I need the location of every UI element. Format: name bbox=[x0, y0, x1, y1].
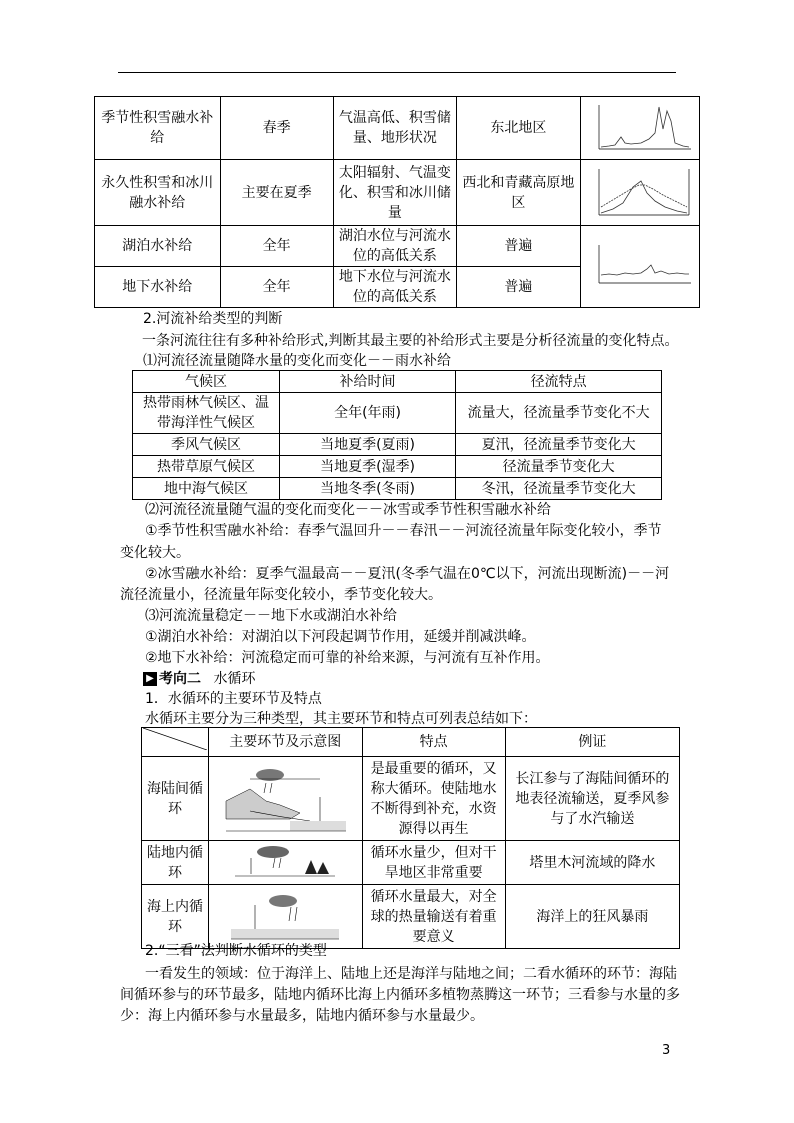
cycle-feature: 循环水量最大，对全球的热量输送有着重要意义 bbox=[362, 885, 505, 949]
play-icon: ▶ bbox=[143, 672, 157, 686]
water-cycle-table bbox=[141, 727, 680, 949]
table-row bbox=[95, 160, 700, 226]
cell: 当地夏季(夏雨) bbox=[279, 434, 455, 456]
sub1: ⑴河流径流量随降水量的变化而变化－－雨水补给 bbox=[143, 353, 451, 369]
sub3-b: ②地下水补给：河流稳定而可靠的补给来源，与河流有互补作用。 bbox=[145, 650, 550, 666]
table-row bbox=[133, 393, 662, 434]
cell: 径流量季节变化大 bbox=[456, 456, 662, 478]
supply-type-table bbox=[94, 96, 700, 308]
sub3: ⑶河流流量稳定－－地下水或湖泊水补给 bbox=[145, 608, 397, 624]
table-row bbox=[133, 478, 662, 500]
cell-factor: 湖泊水位与河流水位的高低关系 bbox=[333, 226, 456, 267]
table-row bbox=[133, 456, 662, 478]
sub2: ⑵河流径流量随气温的变化而变化－－冰雪或季节性积雪融水补给 bbox=[145, 502, 551, 518]
cell: 夏汛，径流量季节变化大 bbox=[456, 434, 662, 456]
cycle-feature: 是最重要的循环，又称大循环。使陆地水不断得到补充，水资源得以再生 bbox=[362, 757, 505, 841]
cell: 热带草原气候区 bbox=[133, 456, 280, 478]
header-cell: 补给时间 bbox=[279, 371, 455, 393]
section2-title: 2.河流补给类型的判断 bbox=[143, 311, 283, 327]
wc1-title: 1．水循环的主要环节及特点 bbox=[145, 691, 322, 707]
page-number: 3 bbox=[662, 1043, 671, 1058]
cycle-example: 海洋上的狂风暴雨 bbox=[505, 885, 679, 949]
cell: 热带雨林气候区、温带海洋性气候区 bbox=[133, 393, 280, 434]
cell-factor: 地下水位与河流水位的高低关系 bbox=[333, 267, 456, 308]
cell-factor: 太阳辐射、气温变化、积雪和冰川储量 bbox=[333, 160, 456, 226]
cell-type: 季节性积雪融水补给 bbox=[95, 97, 221, 160]
cell: 季风气候区 bbox=[133, 434, 280, 456]
section2-intro: 一条河流往往有多种补给形式,判断其最主要的补给形式主要是分析径流量的变化特点。 bbox=[142, 333, 679, 349]
header-cell: 主要环节及示意图 bbox=[208, 728, 362, 757]
cell: 流量大，径流量季节变化不大 bbox=[456, 393, 662, 434]
sub2-b-line1: ②冰雪融水补给：夏季气温最高－－夏汛(冬季气温在0℃以下，河流出现断流)－－河 bbox=[145, 566, 670, 582]
wc2-line1: 一看发生的领域：位于海洋上、陆地上还是海洋与陆地之间；二看水循环的环节：海陆 bbox=[145, 966, 677, 982]
sub2-a-line1: ①季节性积雪融水补给：春季气温回升－－春汛－－河流径流量年际变化较小，季节 bbox=[145, 523, 662, 539]
header-cell: 特点 bbox=[362, 728, 505, 757]
cell: 冬汛，径流量季节变化大 bbox=[456, 478, 662, 500]
header-cell: 气候区 bbox=[133, 371, 280, 393]
cell-region: 普遍 bbox=[457, 226, 580, 267]
wc2-line3: 少：海上内循环参与水量最多，陆地内循环参与水量最少。 bbox=[120, 1008, 484, 1024]
table-row bbox=[95, 97, 700, 160]
wc2-line2: 间循环参与的环节最多，陆地内循环比海上内循环多植物蒸腾这一环节；三看参与水量的多 bbox=[120, 987, 680, 1003]
cell-region: 西北和青藏高原地区 bbox=[457, 160, 580, 226]
header-rule bbox=[118, 72, 676, 73]
cell-region: 东北地区 bbox=[457, 97, 580, 160]
cell-time: 全年 bbox=[220, 226, 333, 267]
header-cell: 例证 bbox=[505, 728, 679, 757]
cell-factor: 气温高低、积雪储量、地形状况 bbox=[333, 97, 456, 160]
section-title: 水循环 bbox=[213, 671, 256, 687]
wc2-title: 2.“三看”法判断水循环的类型 bbox=[145, 943, 327, 959]
wc1-intro: 水循环主要分为三种类型，其主要环节和特点可列表总结如下： bbox=[145, 711, 537, 727]
cell-region: 普遍 bbox=[457, 267, 580, 308]
sub3-a: ①湖泊水补给：对湖泊以下河段起调节作用，延缓并削减洪峰。 bbox=[145, 629, 536, 645]
cell-time: 主要在夏季 bbox=[220, 160, 333, 226]
hydrograph-stable bbox=[580, 226, 699, 308]
cell: 当地冬季(冬雨) bbox=[279, 478, 455, 500]
table-header-row bbox=[133, 371, 662, 393]
hydrograph-glacier bbox=[580, 160, 699, 226]
table-row bbox=[142, 841, 680, 885]
cell-type: 湖泊水补给 bbox=[95, 226, 221, 267]
cell: 地中海气候区 bbox=[133, 478, 280, 500]
cycle-example: 塔里木河流域的降水 bbox=[505, 841, 679, 885]
table-row bbox=[142, 885, 680, 949]
cell-time: 全年 bbox=[220, 267, 333, 308]
cell-type: 永久性积雪和冰川融水补给 bbox=[95, 160, 221, 226]
sea-land-cycle-diagram bbox=[208, 757, 362, 841]
header-cell: 径流特点 bbox=[456, 371, 662, 393]
section-label: 考向二 bbox=[159, 671, 201, 687]
table-row bbox=[142, 757, 680, 841]
section-heading bbox=[143, 668, 713, 690]
table-row bbox=[95, 226, 700, 267]
cycle-name: 海陆间循环 bbox=[142, 757, 209, 841]
cycle-example: 长江参与了海陆间循环的地表径流输送，夏季风参与了水汽输送 bbox=[505, 757, 679, 841]
table-header-row bbox=[142, 728, 680, 757]
cell-time: 春季 bbox=[220, 97, 333, 160]
cycle-name: 海上内循环 bbox=[142, 885, 209, 949]
ocean-cycle-diagram bbox=[208, 885, 362, 949]
hydrograph-snowmelt bbox=[580, 97, 699, 160]
sub2-b-line2: 流径流量小，径流量年际变化较小，季节变化较大。 bbox=[120, 587, 442, 603]
rain-supply-table bbox=[132, 370, 662, 500]
cycle-name: 陆地内循环 bbox=[142, 841, 209, 885]
cell-type: 地下水补给 bbox=[95, 267, 221, 308]
inland-cycle-diagram bbox=[208, 841, 362, 885]
cycle-feature: 循环水量少，但对干旱地区非常重要 bbox=[362, 841, 505, 885]
table-row bbox=[133, 434, 662, 456]
diagonal-header-cell bbox=[142, 728, 209, 757]
cell: 当地夏季(湿季) bbox=[279, 456, 455, 478]
sub2-a-line2: 变化较大。 bbox=[120, 545, 190, 561]
cell: 全年(年雨) bbox=[279, 393, 455, 434]
